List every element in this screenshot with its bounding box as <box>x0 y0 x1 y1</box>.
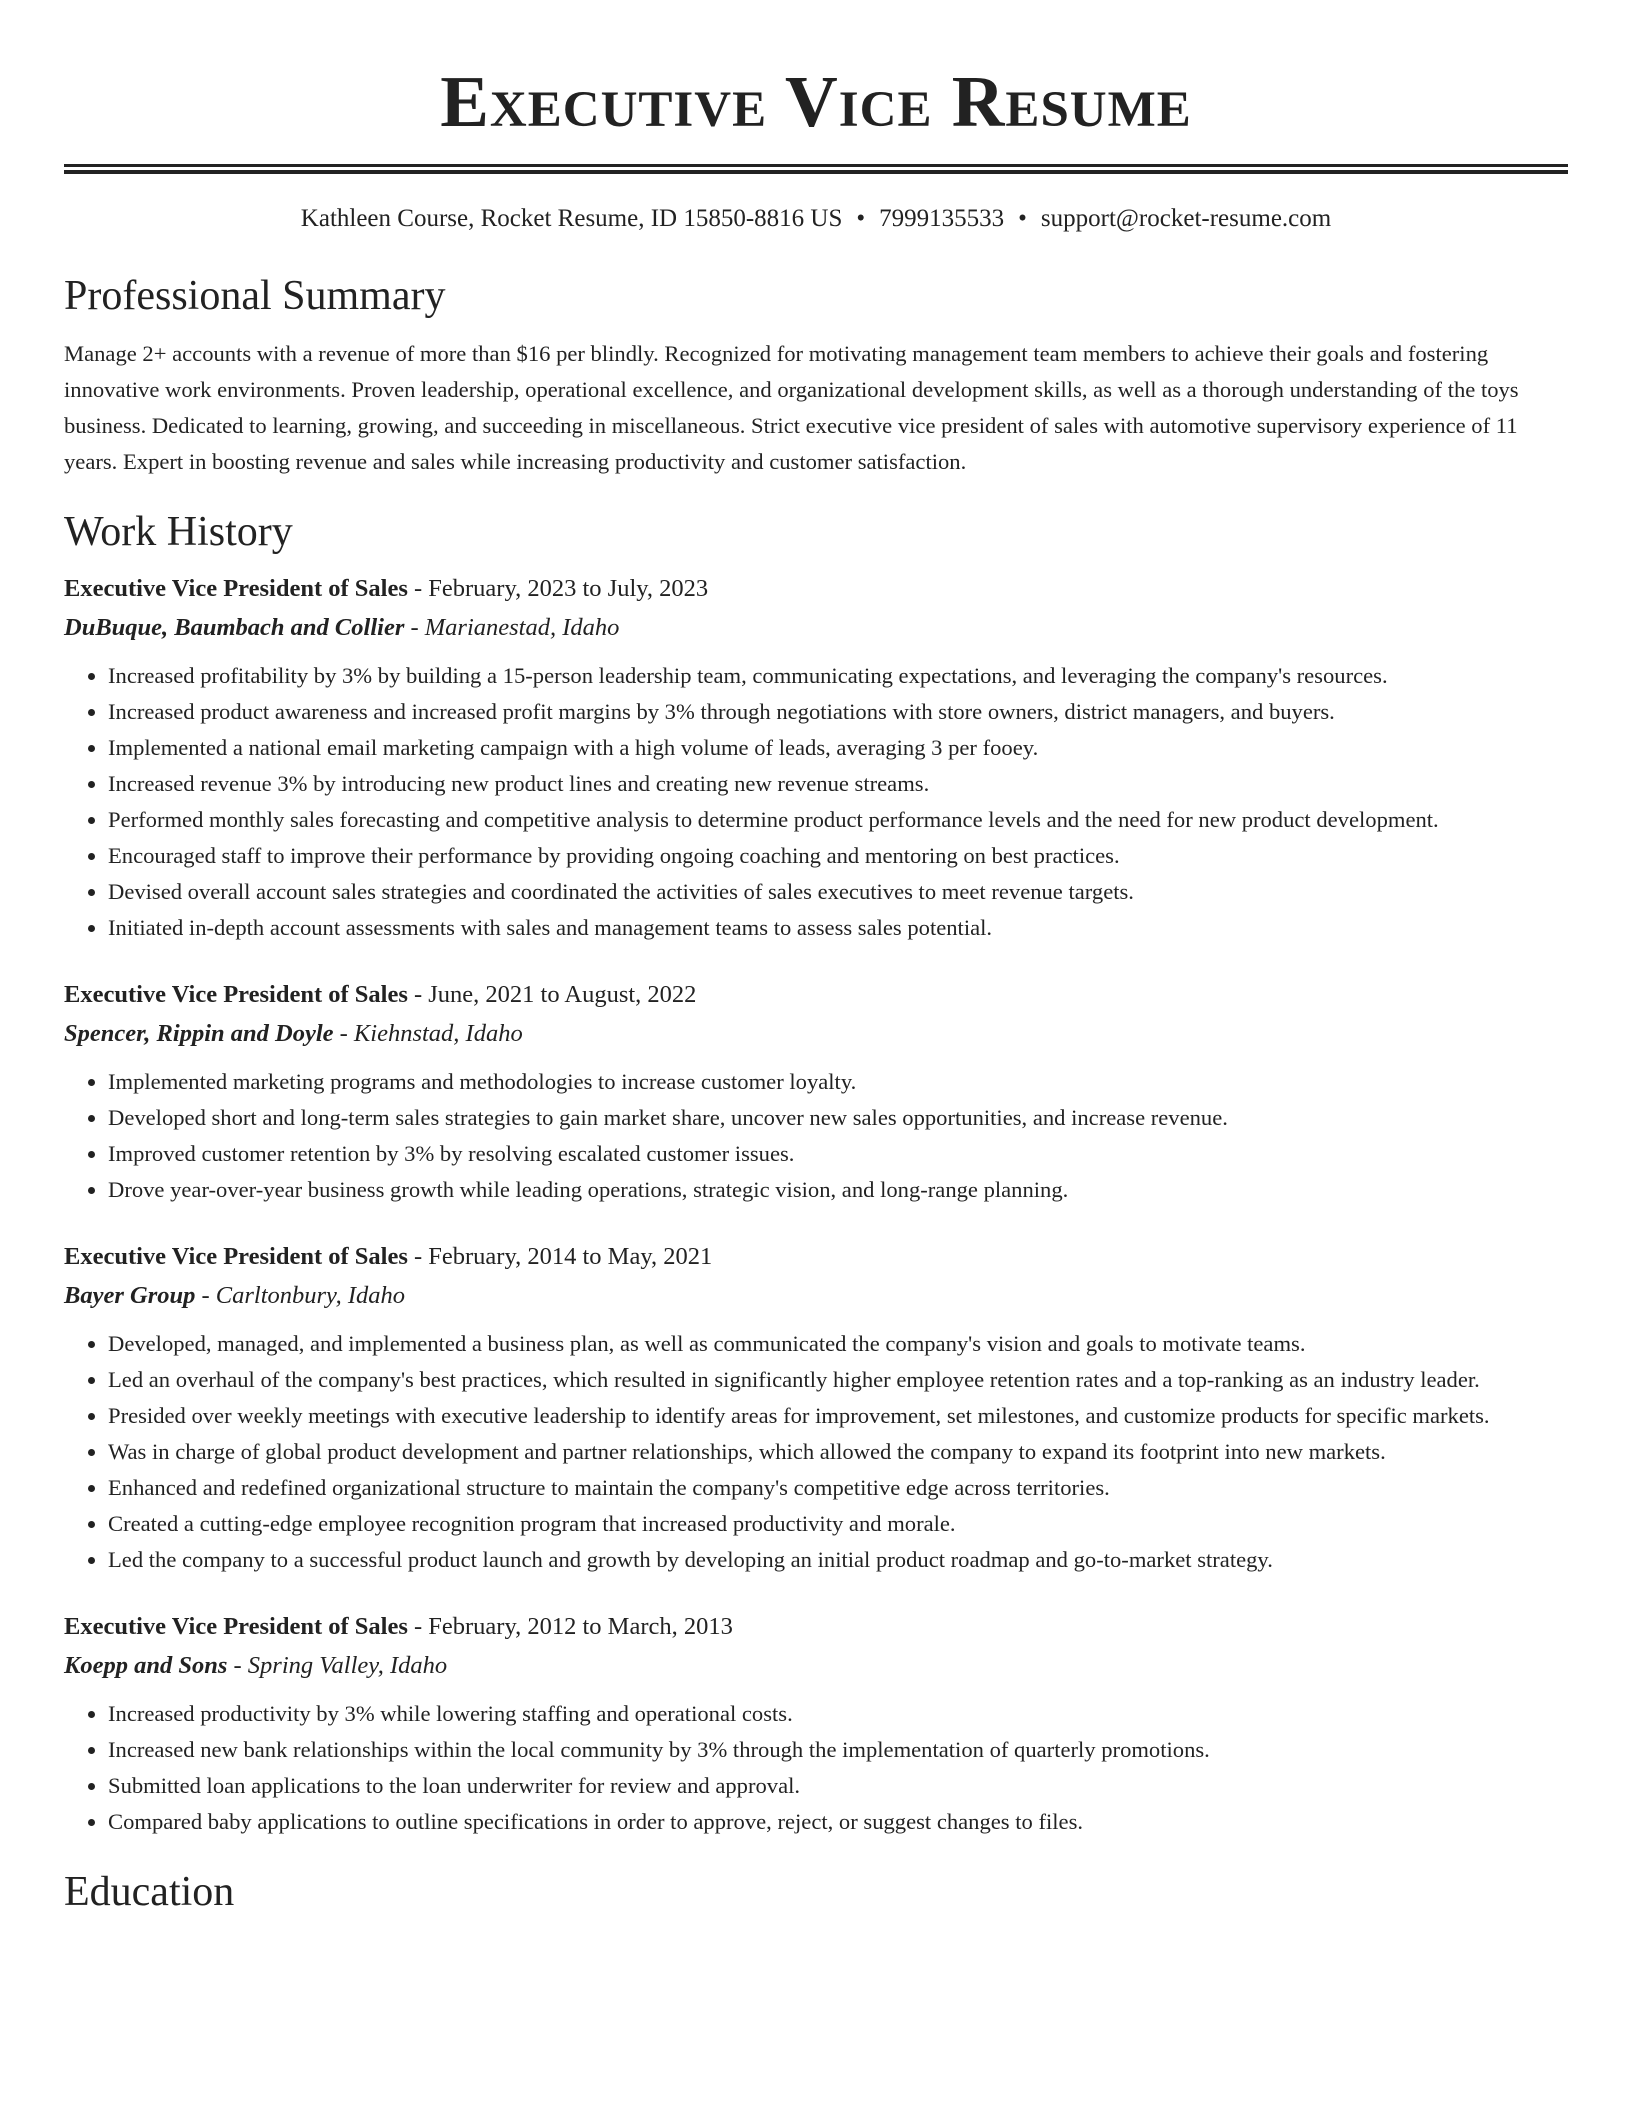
job-bullet: • Led an overhaul of the company's best practices, which resulted in significantly higher employee retention rates and a top-ranking as an industry leader. <box>108 1362 1568 1398</box>
job-bullet: • Implemented a national email marketing campaign with a high volume of leads, averaging 3 per fooey. <box>108 730 1568 766</box>
job-bullet: • Was in charge of global product development and partner relationships, which allowed the company to expand its footprint into new markets. <box>108 1434 1568 1470</box>
job-company: Bayer Group <box>64 1282 196 1309</box>
summary-text: Manage 2+ accounts with a revenue of more than $16 per blindly. Recognized for motivating management team members to achieve their goals and fostering innovative work environments. Proven leadership, operational excellence, and organizational development skills, as well as a thorough understanding of the toys business. Dedicated to learning, growing, and succeeding in miscellaneous. Strict executive vice president of sales with automotive supervisory experience of 11 years. Expert in boosting revenue and sales while increasing productivity and customer satisfaction. <box>64 341 1519 474</box>
job-title-line <box>64 1608 1568 1646</box>
job-bullet: • Increased profitability by 3% by building a 15-person leadership team, communicating expectations, and leveraging the company's resources. <box>108 658 1568 694</box>
job-entry <box>64 570 1568 946</box>
resume-title: Executive Vice Resume <box>440 61 1192 142</box>
job-bullet: • Increased product awareness and increased profit margins by 3% through negotiations with store owners, district managers, and buyers. <box>108 694 1568 730</box>
job-entry <box>64 976 1568 1208</box>
job-bullet: • Performed monthly sales forecasting and competitive analysis to determine product performance levels and the need for new product development. <box>108 802 1568 838</box>
job-bullet: • Presided over weekly meetings with executive leadership to identify areas for improvement, set milestones, and customize products for specific markets. <box>108 1398 1568 1434</box>
job-bullet: • Increased new bank relationships within the local community by 3% through the implementation of quarterly promotions. <box>108 1732 1568 1768</box>
title-divider <box>64 164 1568 174</box>
job-company: Spencer, Rippin and Doyle <box>64 1020 334 1047</box>
job-bullet: • Developed, managed, and implemented a business plan, as well as communicated the company's vision and goals to motivate teams. <box>108 1326 1568 1362</box>
job-title: Executive Vice President of Sales <box>64 981 408 1008</box>
job-title-line <box>64 976 1568 1014</box>
job-dates: - February, 2014 to May, 2021 <box>407 1243 713 1270</box>
job-location: - Carltonbury, Idaho <box>195 1282 405 1309</box>
job-bullet: • Increased revenue 3% by introducing new product lines and creating new revenue streams. <box>108 766 1568 802</box>
job-bullet: • Increased productivity by 3% while lowering staffing and operational costs. <box>108 1696 1568 1732</box>
contact-separator: • <box>1018 205 1027 232</box>
job-bullet: • Encouraged staff to improve their performance by providing ongoing coaching and mentoring on best practices. <box>108 838 1568 874</box>
job-company: Koepp and Sons <box>64 1652 228 1679</box>
contact-email: support@rocket-resume.com <box>1040 205 1332 232</box>
contact-line <box>64 202 1568 236</box>
job-location: - Kiehnstad, Idaho <box>333 1020 523 1047</box>
work-history-list <box>64 570 1568 1840</box>
job-location: - Spring Valley, Idaho <box>227 1652 448 1679</box>
job-company-line <box>64 1646 1568 1686</box>
job-title-line <box>64 570 1568 608</box>
job-location: - Marianestad, Idaho <box>404 614 620 641</box>
job-bullet: • Drove year-over-year business growth while leading operations, strategic vision, and long-range planning. <box>108 1172 1568 1208</box>
job-title: Executive Vice President of Sales <box>64 575 408 602</box>
job-title-line <box>64 1238 1568 1276</box>
job-dates: - February, 2023 to July, 2023 <box>407 575 709 602</box>
job-bullets <box>64 1696 1568 1840</box>
job-company-line <box>64 608 1568 648</box>
section-heading-work-history: Work History <box>64 509 293 555</box>
job-bullet: • Enhanced and redefined organizational structure to maintain the company's competitive edge across territories. <box>108 1470 1568 1506</box>
job-bullet: • Developed short and long-term sales strategies to gain market share, uncover new sales opportunities, and increase revenue. <box>108 1100 1568 1136</box>
job-company-line <box>64 1014 1568 1054</box>
job-bullet: • Submitted loan applications to the loan underwriter for review and approval. <box>108 1768 1568 1804</box>
job-company-line <box>64 1276 1568 1316</box>
job-dates: - June, 2021 to August, 2022 <box>407 981 697 1008</box>
job-bullet: • Initiated in-depth account assessments with sales and management teams to assess sales potential. <box>108 910 1568 946</box>
job-entry <box>64 1608 1568 1840</box>
contact-phone: 7999135533 <box>879 205 1005 232</box>
job-bullet: • Improved customer retention by 3% by resolving escalated customer issues. <box>108 1136 1568 1172</box>
job-title: Executive Vice President of Sales <box>64 1613 408 1640</box>
job-dates: - February, 2012 to March, 2013 <box>407 1613 733 1640</box>
job-bullet: • Led the company to a successful product launch and growth by developing an initial product roadmap and go-to-market strategy. <box>108 1542 1568 1578</box>
job-title: Executive Vice President of Sales <box>64 1243 408 1270</box>
job-bullet: • Implemented marketing programs and methodologies to increase customer loyalty. <box>108 1064 1568 1100</box>
job-bullet: • Devised overall account sales strategies and coordinated the activities of sales executives to meet revenue targets. <box>108 874 1568 910</box>
job-bullets <box>64 1326 1568 1578</box>
job-bullets <box>64 658 1568 946</box>
job-bullet: • Created a cutting-edge employee recognition program that increased productivity and morale. <box>108 1506 1568 1542</box>
job-bullet: • Compared baby applications to outline specifications in order to approve, reject, or suggest changes to files. <box>108 1804 1568 1840</box>
job-bullets <box>64 1064 1568 1208</box>
contact-separator: • <box>856 205 866 232</box>
contact-address: Kathleen Course, Rocket Resume, ID 15850-8816 US <box>300 205 843 232</box>
job-company: DuBuque, Baumbach and Collier <box>64 614 405 641</box>
section-heading-education: Education <box>64 1869 235 1915</box>
section-heading-summary: Professional Summary <box>64 273 446 319</box>
job-entry <box>64 1238 1568 1578</box>
